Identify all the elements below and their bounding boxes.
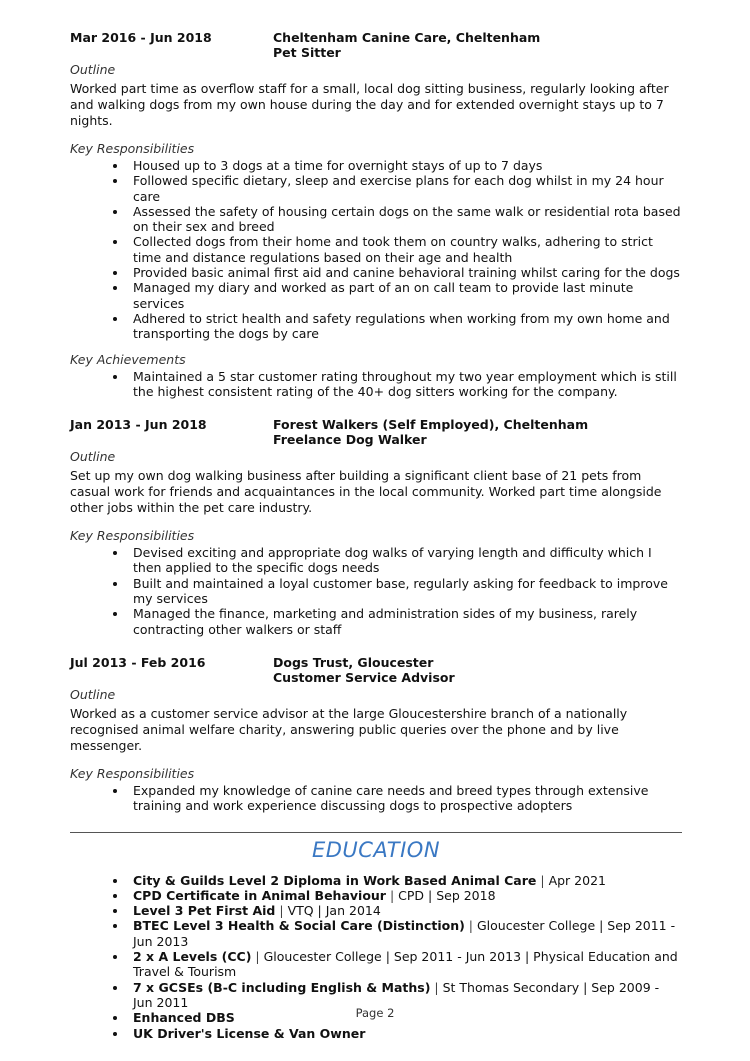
- list-item: Collected dogs from their home and took them on country walks, adhering to strict time and distance regulations based on their age and health: [133, 234, 682, 265]
- education-item: [133, 1026, 682, 1041]
- education-item: City & Guilds Level 2 Diploma in Work Based Animal Care | Apr 2021: [133, 873, 682, 888]
- job-role: Customer Service Advisor: [273, 669, 455, 685]
- section-divider: [70, 832, 682, 833]
- education-detail: VTQ | Jan 2014: [287, 903, 381, 919]
- job-header: [70, 655, 682, 685]
- list-item: Provided basic animal first aid and canine behavioral training whilst caring for the dogs: [133, 265, 682, 280]
- education-item: CPD Certificate in Animal Behaviour | CPD | Sep 2018: [133, 888, 682, 903]
- outline-text: Set up my own dog walking business after building a significant client base of 21 pets from casual work for friends and acquaintances in the local community. Worked part time alongside other jobs within the pet care industry.: [70, 468, 662, 516]
- responsibilities-label: Key Responsibilities: [70, 765, 195, 781]
- list-item: Expanded my knowledge of canine care needs and breed types through extensive training and work experience discussing dogs to prospective adopters: [133, 783, 682, 814]
- list-item: Housed up to 3 dogs at a time for overnight stays of up to 7 days: [133, 158, 682, 173]
- education-item: BTEC Level 3 Health & Social Care (Distinction) | Gloucester College | Sep 2011 - Jun 2013: [133, 918, 682, 949]
- responsibilities-list: [70, 158, 682, 342]
- job-dates: Jan 2013 - Jun 2018: [70, 417, 207, 433]
- education-title: City & Guilds Level 2 Diploma in Work Based Animal Care: [133, 872, 537, 888]
- list-item: Maintained a 5 star customer rating throughout my two year employment which is still the highest consistent rating of the 40+ dog sitters working for the company.: [133, 369, 682, 400]
- education-detail: St Thomas Secondary | Sep 2009 - Jun 2011: [133, 979, 660, 1010]
- responsibilities-list: [70, 783, 682, 814]
- job-company: Forest Walkers (Self Employed), Cheltenham: [273, 417, 589, 433]
- outline-label: Outline: [70, 62, 116, 77]
- job-role: Freelance Dog Walker: [273, 432, 427, 448]
- job-entry: [70, 655, 682, 814]
- outline-text: Worked as a customer service advisor at the large Gloucestershire branch of a nationally recognised animal welfare charity, answering public queries over the phone and by live messenger.: [70, 705, 628, 753]
- list-item: Built and maintained a loyal customer base, regularly asking for feedback to improve my services: [133, 576, 682, 607]
- job-header: [70, 30, 682, 60]
- education-item: 2 x A Levels (CC) | Gloucester College | Sep 2011 - Jun 2013 | Physical Education and Travel & Tourism: [133, 949, 682, 980]
- responsibilities-list: [70, 545, 682, 637]
- outline-label: Outline: [70, 686, 116, 702]
- education-detail: Gloucester College | Sep 2011 - Jun 2013: [133, 918, 676, 949]
- education-item: Level 3 Pet First Aid | VTQ | Jan 2014: [133, 903, 682, 918]
- education-title: UK Driver's License & Van Owner: [133, 1025, 366, 1041]
- list-item: Devised exciting and appropriate dog walks of varying length and difficulty which I then applied to the specific dogs needs: [133, 545, 682, 576]
- outline-label: Outline: [70, 449, 116, 465]
- education-detail: CPD | Sep 2018: [398, 887, 496, 903]
- education-item: 7 x GCSEs (B-C including English & Maths) | St Thomas Secondary | Sep 2009 - Jun 2011: [133, 980, 682, 1011]
- list-item: Followed specific dietary, sleep and exercise plans for each dog whilst in my 24 hour care: [133, 173, 682, 204]
- education-title: BTEC Level 3 Health & Social Care (Distinction): [133, 918, 465, 934]
- achievements-list: [70, 369, 682, 400]
- page-number: Page 2: [355, 1006, 395, 1020]
- responsibilities-label: Key Responsibilities: [70, 141, 195, 156]
- list-item: Managed the finance, marketing and administration sides of my business, rarely contracting other walkers or staff: [133, 606, 682, 637]
- job-company: Dogs Trust, Gloucester: [273, 654, 434, 670]
- education-title: 7 x GCSEs (B-C including English & Maths): [133, 979, 431, 995]
- education-title: CPD Certificate in Animal Behaviour: [133, 887, 386, 903]
- education-heading: EDUCATION: [311, 837, 441, 862]
- list-item: Managed my diary and worked as part of an on call team to provide last minute services: [133, 280, 682, 311]
- job-entry: [70, 30, 682, 399]
- job-dates: Mar 2016 - Jun 2018: [70, 30, 212, 45]
- outline-text: Worked part time as overflow staff for a small, local dog sitting business, regularly looking after and walking dogs from my own house during the day and for extended overnight stays up to 7 nights.: [70, 81, 669, 128]
- resume-page: [70, 30, 682, 1041]
- job-header: [70, 417, 682, 447]
- job-role: Pet Sitter: [273, 45, 341, 60]
- job-entry: [70, 417, 682, 637]
- job-company: Cheltenham Canine Care, Cheltenham: [273, 30, 541, 45]
- list-item: Adhered to strict health and safety regulations when working from my own home and transporting the dogs by care: [133, 311, 682, 342]
- achievements-label: Key Achievements: [70, 351, 186, 367]
- responsibilities-label: Key Responsibilities: [70, 528, 195, 544]
- education-title: 2 x A Levels (CC): [133, 949, 252, 965]
- education-detail: Apr 2021: [548, 872, 606, 888]
- job-dates: Jul 2013 - Feb 2016: [70, 654, 206, 670]
- education-title: Level 3 Pet First Aid: [133, 903, 276, 919]
- education-title: Enhanced DBS: [133, 1010, 235, 1026]
- education-detail: Gloucester College | Sep 2011 - Jun 2013 | Physical Education and Travel & Tourism: [133, 949, 678, 980]
- list-item: Assessed the safety of housing certain dogs on the same walk or residential rota based on their sex and breed: [133, 203, 681, 235]
